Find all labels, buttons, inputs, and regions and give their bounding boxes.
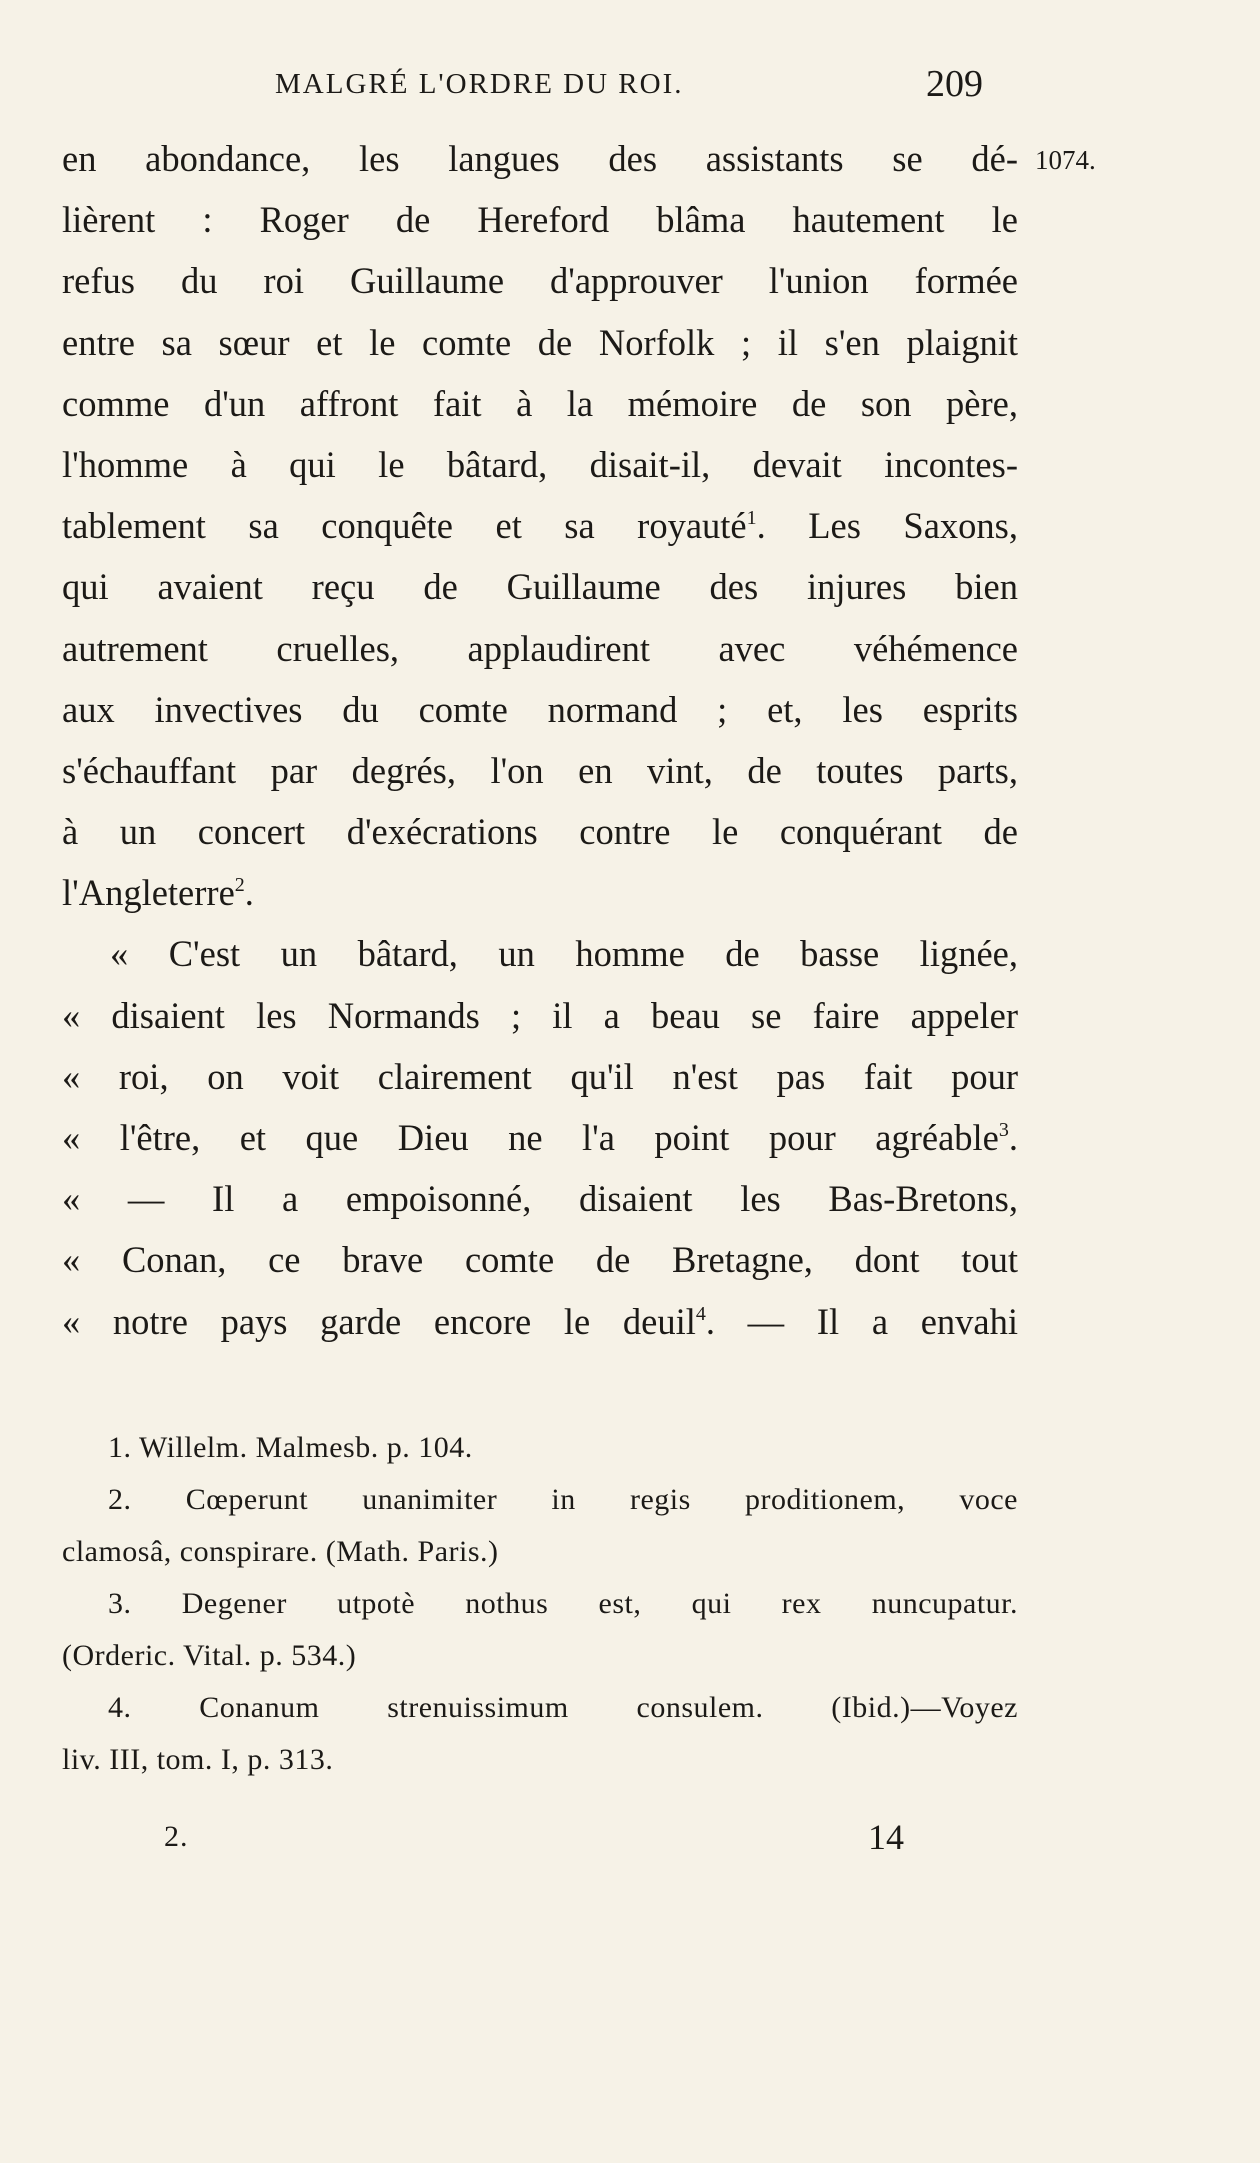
text-line	[62, 862, 1018, 923]
text-line: refus du roi Guillaume d'approuver l'union formée	[62, 260, 1018, 302]
text-segment: . Les Saxons,	[756, 505, 1018, 547]
sheet-signature: 14	[868, 1817, 904, 1857]
footnote-line: 3. Degener utpotè nothus est, qui rex nuncupatur.	[108, 1587, 1018, 1620]
text-segment: .	[244, 872, 254, 914]
footnote-line: 1. Willelm. Malmesb. p. 104.	[108, 1431, 473, 1464]
text-line: « disaient les Normands ; il a beau se faire appeler	[62, 994, 1018, 1036]
text-line	[62, 495, 1018, 556]
page-number: 209	[926, 63, 983, 105]
text-line: aux invectives du comte normand ; et, les esprits	[62, 688, 1018, 730]
text-segment: l'Angleterre	[62, 872, 235, 914]
text-line: « C'est un bâtard, un homme de basse lignée,	[110, 933, 1018, 975]
footnote-ref: 3	[998, 1119, 1009, 1141]
text-line: l'homme à qui le bâtard, disait-il, devait incontes-	[62, 443, 1018, 485]
text-segment: .	[705, 1300, 715, 1342]
footnote-line: 2. Cœperunt unanimiter in regis proditionem, voce	[108, 1483, 1018, 1516]
text-line: en abondance, les langues des assistants se dé-	[62, 138, 1018, 179]
text-segment: tablement sa conquête et sa royauté	[62, 505, 747, 547]
text-line: comme d'un affront fait à la mémoire de son père,	[62, 382, 1018, 424]
text-line: « — Il a empoisonné, disaient les Bas-Bretons,	[62, 1178, 1018, 1220]
footnote-ref: 1	[746, 507, 757, 530]
volume-signature: 2.	[164, 1820, 189, 1853]
text-line	[62, 1291, 1018, 1352]
footnote-line: (Orderic. Vital. p. 534.)	[62, 1639, 357, 1672]
text-line: lièrent : Roger de Hereford blâma hautement le	[62, 199, 1018, 241]
text-line: qui avaient reçu de Guillaume des injures bien	[62, 566, 1018, 608]
text-segment: « notre pays garde encore le deuil	[62, 1300, 696, 1342]
text-segment: .	[1008, 1117, 1018, 1158]
text-segment: « l'être, et que Dieu ne l'a point pour agréable	[62, 1117, 999, 1158]
signature-line	[0, 1817, 1260, 1870]
text-line: « Conan, ce brave comte de Bretagne, dont tout	[62, 1239, 1018, 1281]
footnote-line: 4. Conanum strenuissimum consulem. (Ibid.)—Voyez	[108, 1691, 1018, 1724]
text-line: entre sa sœur et le comte de Norfolk ; il s'en plaignit	[62, 321, 1018, 363]
text-line: « roi, on voit clairement qu'il n'est pas fait pour	[62, 1055, 1018, 1097]
text-line: s'échauffant par degrés, l'on en vint, de toutes parts,	[62, 749, 1018, 791]
footnotes	[62, 1422, 1018, 1786]
footnote-line: liv. III, tom. I, p. 313.	[62, 1743, 334, 1776]
body-text	[62, 128, 1018, 1352]
footnote-ref: 2	[234, 874, 245, 897]
text-line	[62, 1107, 1018, 1168]
running-title: MALGRÉ L'ORDRE DU ROI.	[275, 68, 684, 100]
running-head	[0, 62, 1260, 112]
footnote-line: clamosâ, conspirare. (Math. Paris.)	[62, 1535, 499, 1568]
margin-year-note: 1074.	[1035, 145, 1096, 175]
text-segment: — Il a envahi	[747, 1300, 1018, 1342]
text-line: autrement cruelles, applaudirent avec véhémence	[62, 627, 1018, 669]
text-line: à un concert d'exécrations contre le conquérant de	[62, 811, 1018, 853]
footnote-ref: 4	[695, 1302, 706, 1325]
